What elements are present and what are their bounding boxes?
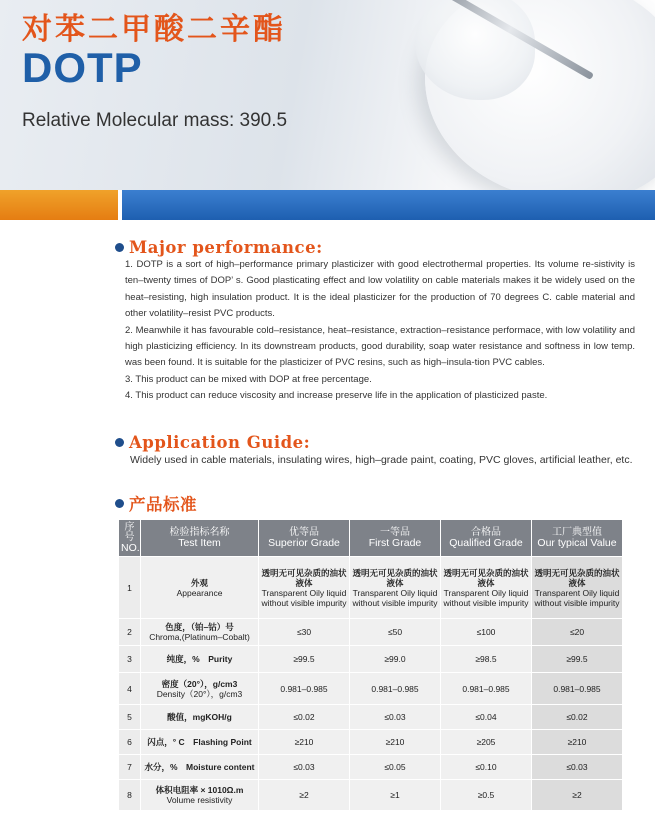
major-performance-section [115,238,635,405]
paragraph: 3. This product can be mixed with DOP at free percentage. [125,373,372,385]
row-no: 7 [119,755,141,780]
cell-first: 0.981–0.985 [350,673,441,705]
cell-typical: 透明无可见杂质的油状液体 Transparent Oily liquid without visible impurity [532,557,623,619]
cell-first: ≥1 [350,780,441,811]
table-row [119,646,623,673]
product-standard-section [115,491,635,515]
paragraph: 1. DOTP is a sort of high–performance primary plasticizer with good electrothermal properties. Its volume re-sistivity is ten–twenty times of DOP’ s. Good plasticating effect and low volatility on cable materials makes it be widely used on the heat–resisting, high insulation product. It is the ideal plasticizer for the production of 70 degrees C. cable material and other volatility–resist PVC products. [125,259,635,320]
paragraph: 2. Meanwhile it has favourable cold–resistance, heat–resistance, extraction–resistance performace, with low volatility and high plasticizing efficiency. In its downstream products, good durability, soap water resistance and softness in low temp. was been found. It is suitable for the plasticizer of PVC resins, such as high–insula-tion PVC cables. [125,324,635,369]
section-title: Application Guide: [129,433,311,452]
cell-superior: 0.981–0.985 [259,673,350,705]
header-qualified-grade: 合格品 Qualified Grade [441,520,532,557]
cell-first: ≤0.05 [350,755,441,780]
cell-qualified: 0.981–0.985 [441,673,532,705]
application-text: Widely used in cable materials, insulating wires, high–grade paint, coating, PVC gloves, artificial leather, etc. [130,454,633,466]
row-item: 外观 Appearance [141,557,259,619]
table-row [119,619,623,646]
cell-typical: 0.981–0.985 [532,673,623,705]
header-banner [0,0,655,190]
row-no: 5 [119,705,141,730]
row-item: 体积电阻率 × 1010Ω.m Volume resistivity [141,780,259,811]
cell-superior: ≥2 [259,780,350,811]
cell-typical: ≥99.5 [532,646,623,673]
table-row [119,780,623,811]
cell-qualified: ≤0.04 [441,705,532,730]
row-item: 色度，（铂–钴）号 Chroma,(Platinum–Cobalt) [141,619,259,646]
application-guide-section [115,433,635,468]
cell-superior: 透明无可见杂质的油状液体 Transparent Oily liquid without visible impurity [259,557,350,619]
cell-typical: ≥2 [532,780,623,811]
table-row [119,755,623,780]
cell-qualified: ≥205 [441,730,532,755]
cell-superior: ≤0.02 [259,705,350,730]
row-item: 闪点，° C Flashing Point [141,730,259,755]
section-title: 产品标准 [129,495,197,514]
row-no: 1 [119,557,141,619]
row-no: 3 [119,646,141,673]
row-item: 水分，% Moisture content [141,755,259,780]
row-item: 纯度，% Purity [141,646,259,673]
cell-qualified: ≤0.10 [441,755,532,780]
title-chinese: 对苯二甲酸二辛酯 [22,12,286,47]
row-no: 8 [119,780,141,811]
cell-typical: ≥210 [532,730,623,755]
header-test-item: 检验指标名称 Test Item [141,520,259,557]
cell-first: ≥99.0 [350,646,441,673]
table-row [119,705,623,730]
cell-superior: ≥99.5 [259,646,350,673]
section-heading [115,433,635,452]
cell-typical: ≤20 [532,619,623,646]
orange-accent-bar [0,190,118,220]
section-title: Major performance: [129,238,323,257]
cell-first: ≤50 [350,619,441,646]
section-heading [115,491,635,515]
row-no: 2 [119,619,141,646]
table-row [119,557,623,619]
row-no: 6 [119,730,141,755]
cell-first: ≥210 [350,730,441,755]
table-row [119,730,623,755]
cell-first: ≤0.03 [350,705,441,730]
cell-superior: ≥210 [259,730,350,755]
cell-qualified: ≥0.5 [441,780,532,811]
bullet-icon [115,243,124,252]
row-item: 酸值，mgKOH/g [141,705,259,730]
cell-qualified: ≥98.5 [441,646,532,673]
bullet-icon [115,499,124,508]
blue-accent-bar [122,190,655,220]
cell-typical: ≤0.03 [532,755,623,780]
paragraph: 4. This product can reduce viscosity and increase preserve life in the application of plasticized paste. [125,390,548,402]
product-standard-table [118,519,623,811]
header-no: 序号 NO. [119,520,141,557]
cell-superior: ≤30 [259,619,350,646]
molecular-mass: Relative Molecular mass: 390.5 [22,110,288,131]
table-header-row [119,520,623,557]
cell-superior: ≤0.03 [259,755,350,780]
header-superior-grade: 优等品 Superior Grade [259,520,350,557]
section-heading [115,238,635,257]
header-first-grade: 一等品 First Grade [350,520,441,557]
bullet-icon [115,438,124,447]
row-no: 4 [119,673,141,705]
cell-qualified: 透明无可见杂质的油状液体 Transparent Oily liquid without visible impurity [441,557,532,619]
header-typical-value: 工厂典型值 Our typical Value [532,520,623,557]
cell-qualified: ≤100 [441,619,532,646]
title-english: DOTP [22,44,143,91]
cell-first: 透明无可见杂质的油状液体 Transparent Oily liquid without visible impurity [350,557,441,619]
row-item: 密度（20°），g/cm3 Density（20°），g/cm3 [141,673,259,705]
table-row [119,673,623,705]
cell-typical: ≤0.02 [532,705,623,730]
